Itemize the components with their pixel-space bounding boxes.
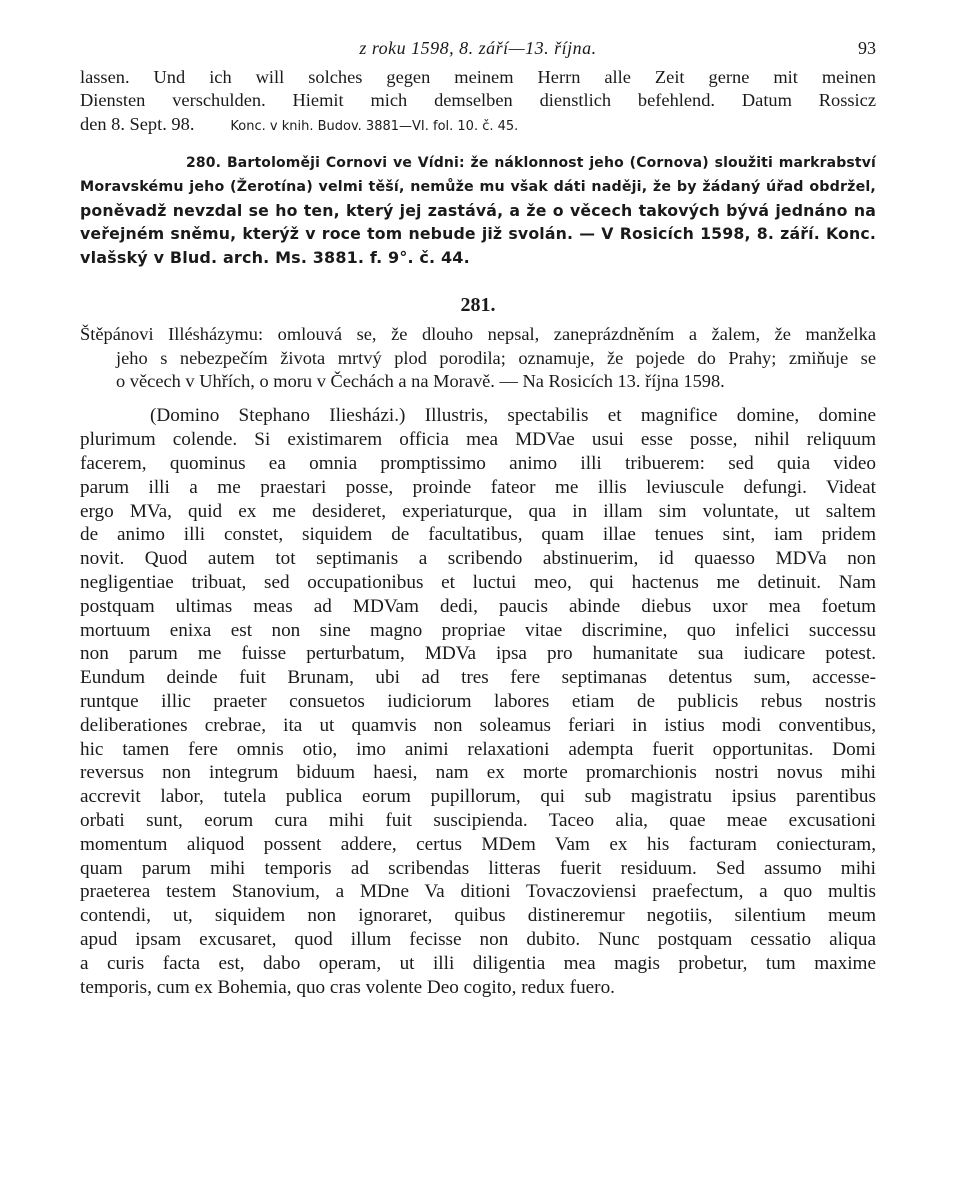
letter-line: a curis facta est, dabo operam, ut illi diligentia mea magis probetur, tum maxime (80, 952, 876, 974)
entry-first-line (80, 152, 876, 175)
text-line: Diensten verschulden. Hiemit mich demselben dienstlich befehlend. Datum Rossicz (80, 90, 876, 111)
text-line: lassen. Und ich will solches gegen meinem Herrn alle Zeit gerne mit meinen (80, 67, 876, 87)
page-header (80, 38, 876, 66)
letter-line: de animo illi constet, siquidem de facultatibus, quam illae tenues sint, iam pridem (80, 524, 876, 546)
entry-number: 280. (186, 155, 222, 172)
summary-line: Štěpánovi Illésházymu: omlouvá se, že dlouho nepsal, zaneprázdněním a žalem, že manželka (80, 324, 876, 345)
letter-line: hic tamen fere omnis otio, imo animi relaxationi adempta fuerit opportunitas. Domi (80, 738, 876, 760)
letter-line: quam parum mihi temporis ad scribendas litteras fuerit residuum. Sed assumo mihi (80, 857, 876, 879)
text-line-content: den 8. Sept. 98. (80, 113, 195, 134)
letter-line: deliberationes crebrae, ita ut quamvis non soleamus feriari in istius modi conventibus, (80, 714, 876, 736)
letter-line: plurimum colende. Si existimarem officia mea MDVae usui esse posse, nihil reliquum (80, 429, 876, 451)
archival-note: Konc. v knih. Budov. 3881—VI. fol. 10. č. 45. (230, 118, 519, 134)
letter-line: postquam ultimas meas ad MDVam dedi, paucis abinde diebus uxor mea foetum (80, 595, 876, 617)
letter-line: praeterea testem Stanovium, a MDne Va ditioni Tovaczoviensi praefectum, a quo multis (80, 881, 876, 903)
letter-line: novit. Quod autem tot septimanis a scribendo abstinuerim, id quaesso MDVa non (80, 548, 876, 570)
entry-line: poněvadž nevzdal se ho ten, který jej zastává, a že o věcech takových bývá jednáno na (80, 201, 876, 221)
previous-letter-ending (80, 66, 876, 138)
document-page (80, 38, 876, 999)
page-number: 93 (858, 38, 876, 58)
letter-line: reversus non integrum biduum haesi, nam ex morte promarchionis nostri novus mihi (80, 762, 876, 784)
entry-280 (80, 152, 876, 269)
letter-line: temporis, cum ex Bohemia, quo cras volente Deo cogito, redux fuero. (80, 976, 615, 998)
letter-line: (Domino Stephano Iliesházi.) Illustris, spectabilis et magnifice domine, domine (150, 405, 876, 427)
summary-line: jeho s nebezpečím života mrtvý plod porodila; oznamuje, že pojede do Prahy; zmiňuje se (116, 347, 876, 368)
letter-line: Eundum deinde fuit Brunam, ubi ad tres fere septimanas detentus sum, accesse- (80, 667, 876, 689)
text-line (80, 113, 876, 138)
entry-line: Moravskému jeho (Žerotína) velmi těší, nemůže mu však dáti naději, že by žádaný úřad obdržel, (80, 178, 876, 195)
letter-line: accrevit labor, tutela publica eorum pupillorum, qui sub magistratu ipsius parentibus (80, 786, 876, 808)
entry-line: veřejném sněmu, kterýž v roce tom nebude již svolán. — V Rosicích 1598, 8. září. Konc. (80, 224, 876, 244)
letter-line: runtque illic praeter consuetos iudiciorum labores etiam de publicis rebus nostris (80, 691, 876, 713)
letter-line: facerem, quominus ea omnia promptissimo animo illi tribuerem: sed quia video (80, 453, 876, 475)
entry-line: vlašský v Blud. arch. Ms. 3881. f. 9°. č. 44. (80, 247, 470, 267)
running-title: z roku 1598, 8. září—13. října. (359, 38, 597, 58)
letter-line: momentum aliquod possent addere, certus MDem Vam ex his facturam coniecturam, (80, 833, 876, 855)
letter-line: parum illi a me praestari posse, proinde fateor me illis leviuscule defungi. Videat (80, 476, 876, 498)
letter-line: apud ipsam excusaret, quod illum fecisse non dubito. Nunc postquam cessatio aliqua (80, 929, 876, 950)
letter-line: non parum me fuisse perturbatum, MDVa ipsa pro humanitate sua iudicare potest. (80, 643, 876, 665)
letter-text (80, 404, 876, 999)
summary-line: o věcech v Uhřích, o moru v Čechách a na Moravě. — Na Rosicích 13. října 1598. (116, 371, 725, 392)
letter-line: orbati sunt, eorum cura mihi fuit suscipienda. Taceo alia, quae meae excusationi (80, 810, 876, 832)
entry-281-summary (80, 323, 876, 393)
letter-line: contendi, ut, siquidem non ignoraret, quibus distineremur negotiis, silentium meum (80, 905, 876, 927)
letter-line: mortuum enixa est non sine magno propriae vitae discrimine, quo infelici successu (80, 619, 876, 641)
document-number: 281. (460, 294, 496, 317)
letter-line: negligentiae tribuat, sed occupationibus et luctui meo, qui hactenus me detinuit. Nam (80, 572, 876, 594)
letter-line: ergo MVa, quid ex me desideret, experiaturque, qua in illam sim voluntate, ut saltem (80, 500, 876, 522)
entry-text: Bartoloměji Cornovi ve Vídni: že náklonnost jeho (Cornova) sloužiti markrabství (226, 155, 876, 172)
